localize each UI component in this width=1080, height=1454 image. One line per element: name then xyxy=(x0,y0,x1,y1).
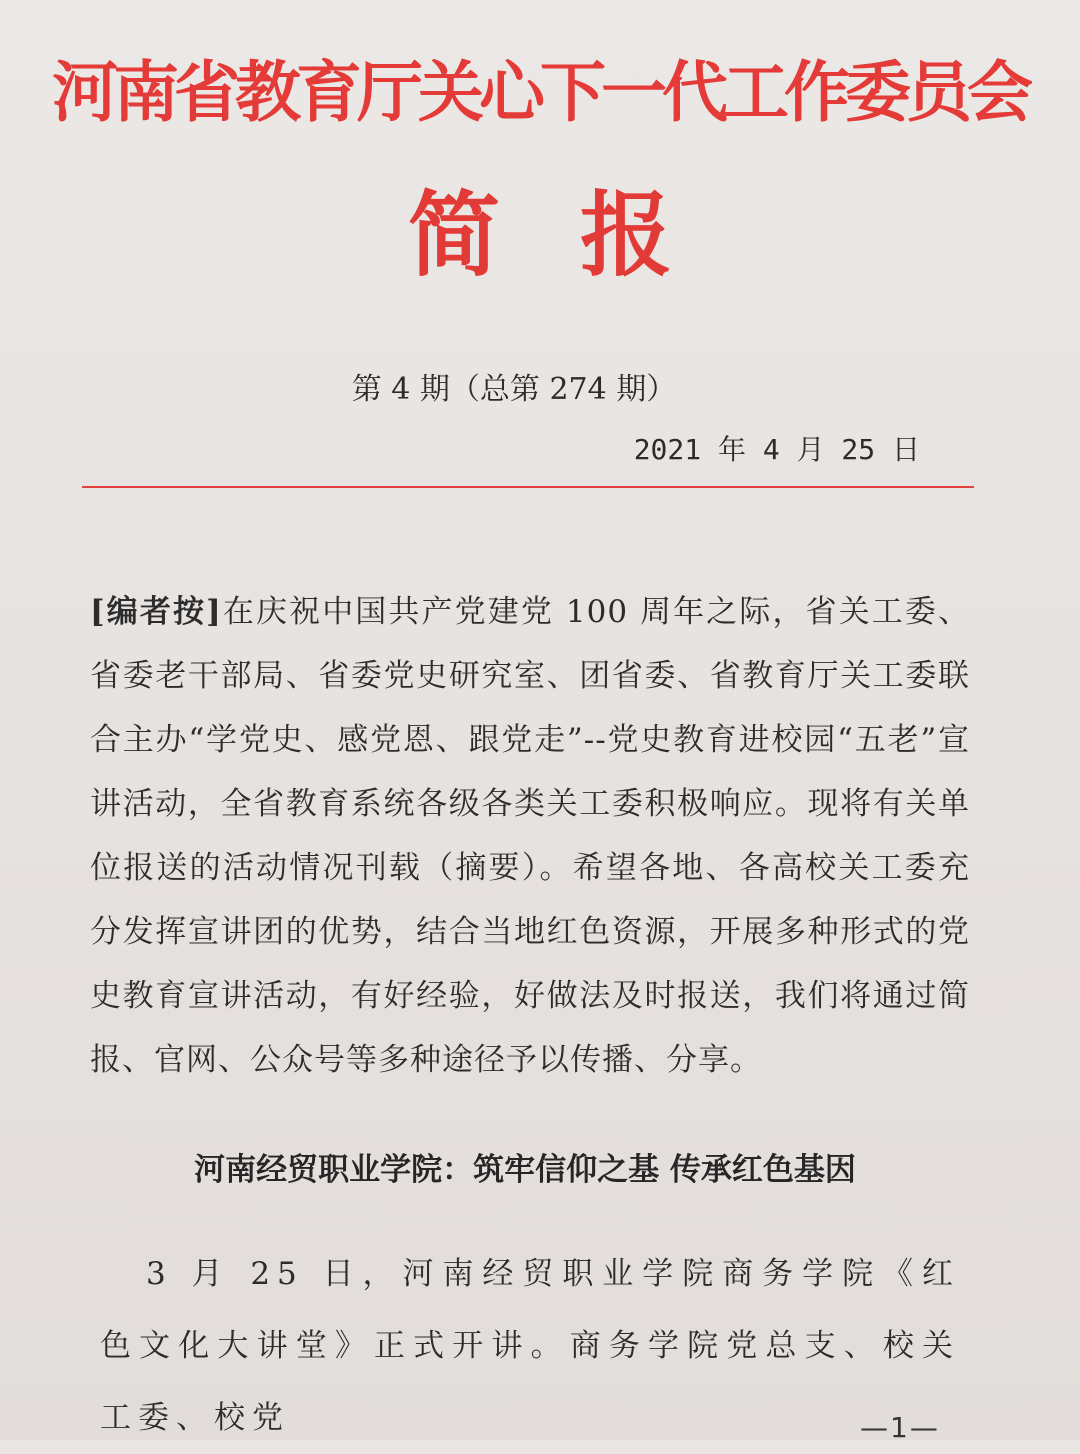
header-divider xyxy=(82,486,974,488)
organization-title: 河南省教育厅关心下一代工作委员会 xyxy=(52,53,1028,131)
article-title: 河南经贸职业学院：筑牢信仰之基 传承红色基因 xyxy=(194,1152,856,1188)
article-paragraph: 3 月 25 日，河南经贸职业学院商务学院《红色文化大讲堂》正式开讲。商务学院党总支、校关工委、校党 xyxy=(100,1256,960,1436)
page-number: —1— xyxy=(860,1411,940,1444)
editor-note-label: [编者按] xyxy=(90,594,222,630)
editor-note xyxy=(90,580,970,1092)
bulletin-title: 简报 xyxy=(407,181,752,289)
issue-date: 2021 年 4 月 25 日 xyxy=(633,433,920,466)
issue-number: 第 4 期（总第 274 期） xyxy=(351,372,677,407)
editor-note-text: 在庆祝中国共产党建党 100 周年之际，省关工委、省委老干部局、省委党史研究室、团省委、省教育厅关工委联合主办“学党史、感党恩、跟党走”--党史教育进校园“五老”宣讲活动，全省教育系统各级各类关工委积极响应。现将有关单位报送的活动情况刊载（摘要）。希望各地、各高校关工委充分发挥宣讲团的优势，结合当地红色资源，开展多种形式的党史教育宣讲活动，有好经验，好做法及时报送，我们将通过简报、官网、公众号等多种途径予以传播、分享。 xyxy=(90,594,970,1078)
